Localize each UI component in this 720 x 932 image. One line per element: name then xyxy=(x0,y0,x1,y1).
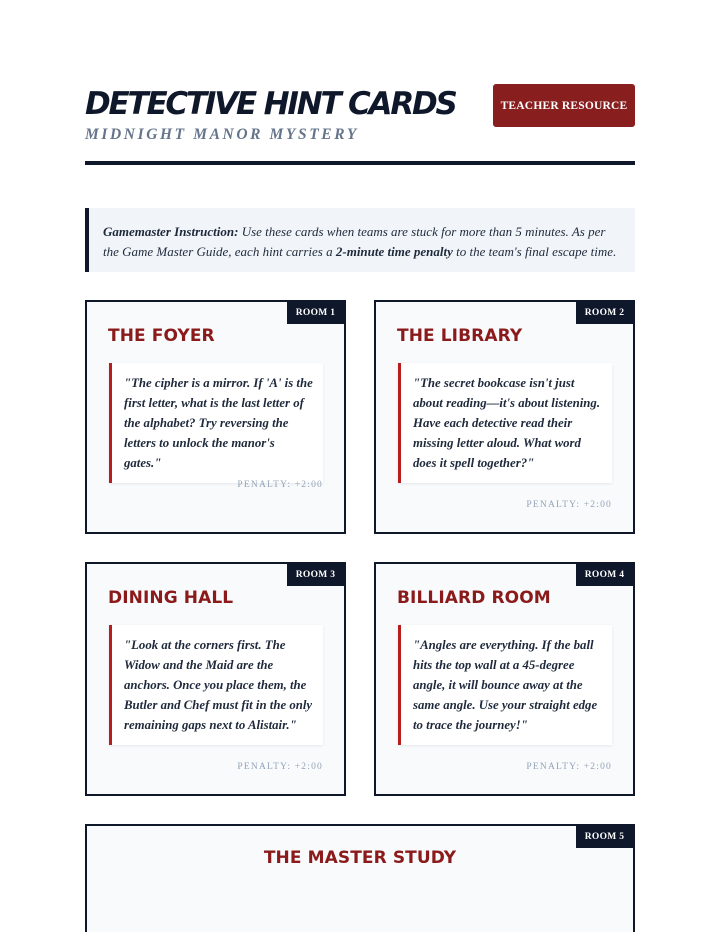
hint-card-room-1 xyxy=(85,300,346,534)
hint-card-room-2 xyxy=(374,300,635,534)
page-header xyxy=(85,84,635,166)
room-tag: ROOM 2 xyxy=(576,302,633,324)
room-tag: ROOM 1 xyxy=(287,302,344,324)
hint-text: "The cipher is a mirror. If 'A' is the first letter, what is the last letter of the alphabet? Try reversing the letters to unlock the manor's gates." xyxy=(109,363,323,483)
hint-card-room-5 xyxy=(85,824,635,932)
gamemaster-instruction xyxy=(85,208,635,272)
instruction-label: Gamemaster Instruction: xyxy=(103,224,239,239)
instruction-emphasis: 2-minute time penalty xyxy=(335,244,453,259)
hint-text: "Angles are everything. If the ball hits the top wall at a 45-degree angle, it will bounce away at the same angle. Use your straight edge to trace the journey!" xyxy=(398,625,612,745)
room-tag: ROOM 4 xyxy=(576,564,633,586)
instruction-text-after: to the team's final escape time. xyxy=(452,244,617,259)
penalty-label: PENALTY: +2:00 xyxy=(237,480,323,490)
penalty-label: PENALTY: +2:00 xyxy=(237,762,323,772)
room-tag: ROOM 5 xyxy=(576,826,633,848)
room-name: THE LIBRARY xyxy=(397,326,523,346)
penalty-label: PENALTY: +2:00 xyxy=(526,500,612,510)
hint-text: "The secret bookcase isn't just about reading—it's about listening. Have each detective read their missing letter aloud. What word does it spell together?" xyxy=(398,363,612,483)
teacher-resource-badge: TEACHER RESOURCE xyxy=(493,84,635,127)
hint-card-room-3 xyxy=(85,562,346,796)
room-name: BILLIARD ROOM xyxy=(397,588,551,608)
room-tag: ROOM 3 xyxy=(287,564,344,586)
instruction-text-before: Use these cards when teams are stuck for more than 5 minutes. As per the Game Master Guide, each hint carries a xyxy=(103,224,606,259)
page-subtitle: MIDNIGHT MANOR MYSTERY xyxy=(85,126,359,143)
room-name: DINING HALL xyxy=(108,588,234,608)
header-divider xyxy=(85,161,635,165)
room-name: THE MASTER STUDY xyxy=(263,848,457,868)
penalty-label: PENALTY: +2:00 xyxy=(526,762,612,772)
page-title: DETECTIVE HINT CARDS xyxy=(85,86,456,122)
hint-text: "Look at the corners first. The Widow and the Maid are the anchors. Once you place them, the Butler and Chef must fit in the only remaining gaps next to Alistair." xyxy=(109,625,323,745)
hint-card-room-4 xyxy=(374,562,635,796)
room-name: THE FOYER xyxy=(108,326,215,346)
